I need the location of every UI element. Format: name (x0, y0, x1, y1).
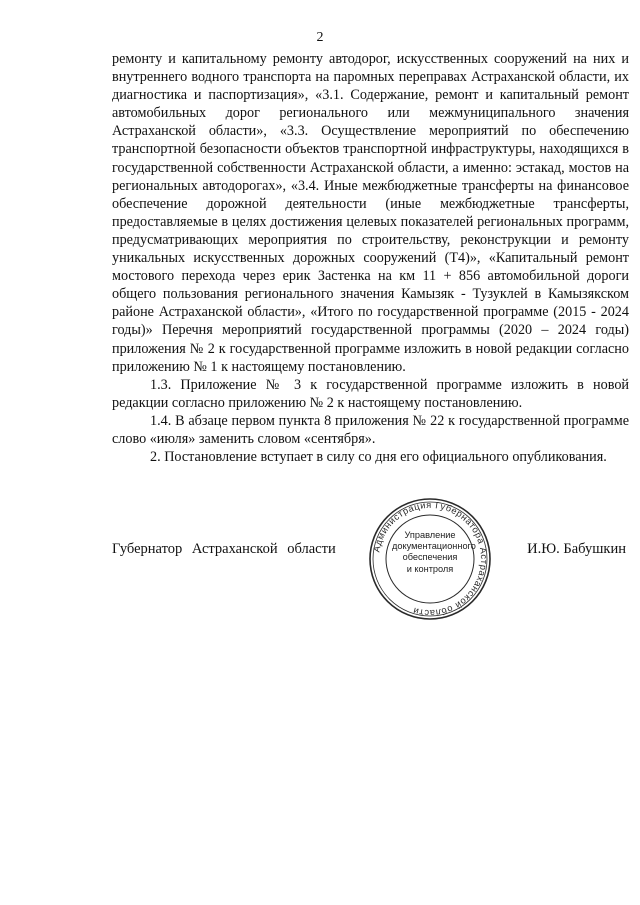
seal-ring-textpath: Администрация Губернатора Астраханской области (371, 499, 490, 619)
document-body (112, 50, 629, 466)
paragraph-4: 2. Постановление вступает в силу со дня его официального опубликования. (150, 449, 607, 466)
seal-line-4: и контроля (406, 563, 454, 574)
seal-inner-text (392, 530, 476, 575)
seal-line-2: документационного (392, 541, 476, 552)
seal-line-1: Управление (404, 530, 456, 540)
paragraph-3: 1.4. В абзаце первом пункта 8 приложения № 22 к государственной программе слово «июля» заменить словом «сентября». (112, 412, 629, 447)
signatory-name: И.Ю. Бабушкин (527, 541, 626, 557)
paragraph-1: ремонту и капитальному ремонту автодорог, искусственных сооружений на них и внутреннего водного транспорта на паромных переправах Астраханской области, их диагностика и паспортизация», «3.1. Содержание, ремонт и капитальный ремонт автомобильных дорог регионального или межмуниципального значения Астраханской области», «3.3. Осуществление мероприятий по обеспечению транспортной безопасности объектов транспортной инфраструктуры, находящихся в государственной собственности Астраханской области, а именно: эстакад, мостов на региональных автодорогах», «3.4. Иные межбюджетные трансферты на финансовое обеспечение дорожной деятельности (иные межбюджетные трансферты, предоставляемые в целях достижения целевых показателей региональных программ, предусматривающих мероприятия по строительству, реконструкции и ремонту уникальных искусственных дорожных сооружений (Т4)», «Капитальный ремонт мостового перехода через ерик Застенка на км 11 + 856 автомобильной дороги общего пользования регионального значения Камызяк - Тузуклей в Камызякском районе Астраханской области», «Итого по государственной программе (2015 - 2024 годы)» Перечня мероприятий государственной программы (2020 – 2024 годы) приложения № 2 к государственной программе изложить в новой редакции согласно приложению № 1 к настоящему постановлению. (112, 51, 629, 375)
seal-line-3: обеспечения (402, 552, 458, 563)
paragraph-2: 1.3. Приложение № 3 к государственной программе изложить в новой редакции согласно приложению № 2 к настоящему постановлению. (112, 376, 629, 411)
page-number: 2 (316, 30, 324, 45)
signatory-title: Губернатор Астраханской области (112, 541, 336, 557)
